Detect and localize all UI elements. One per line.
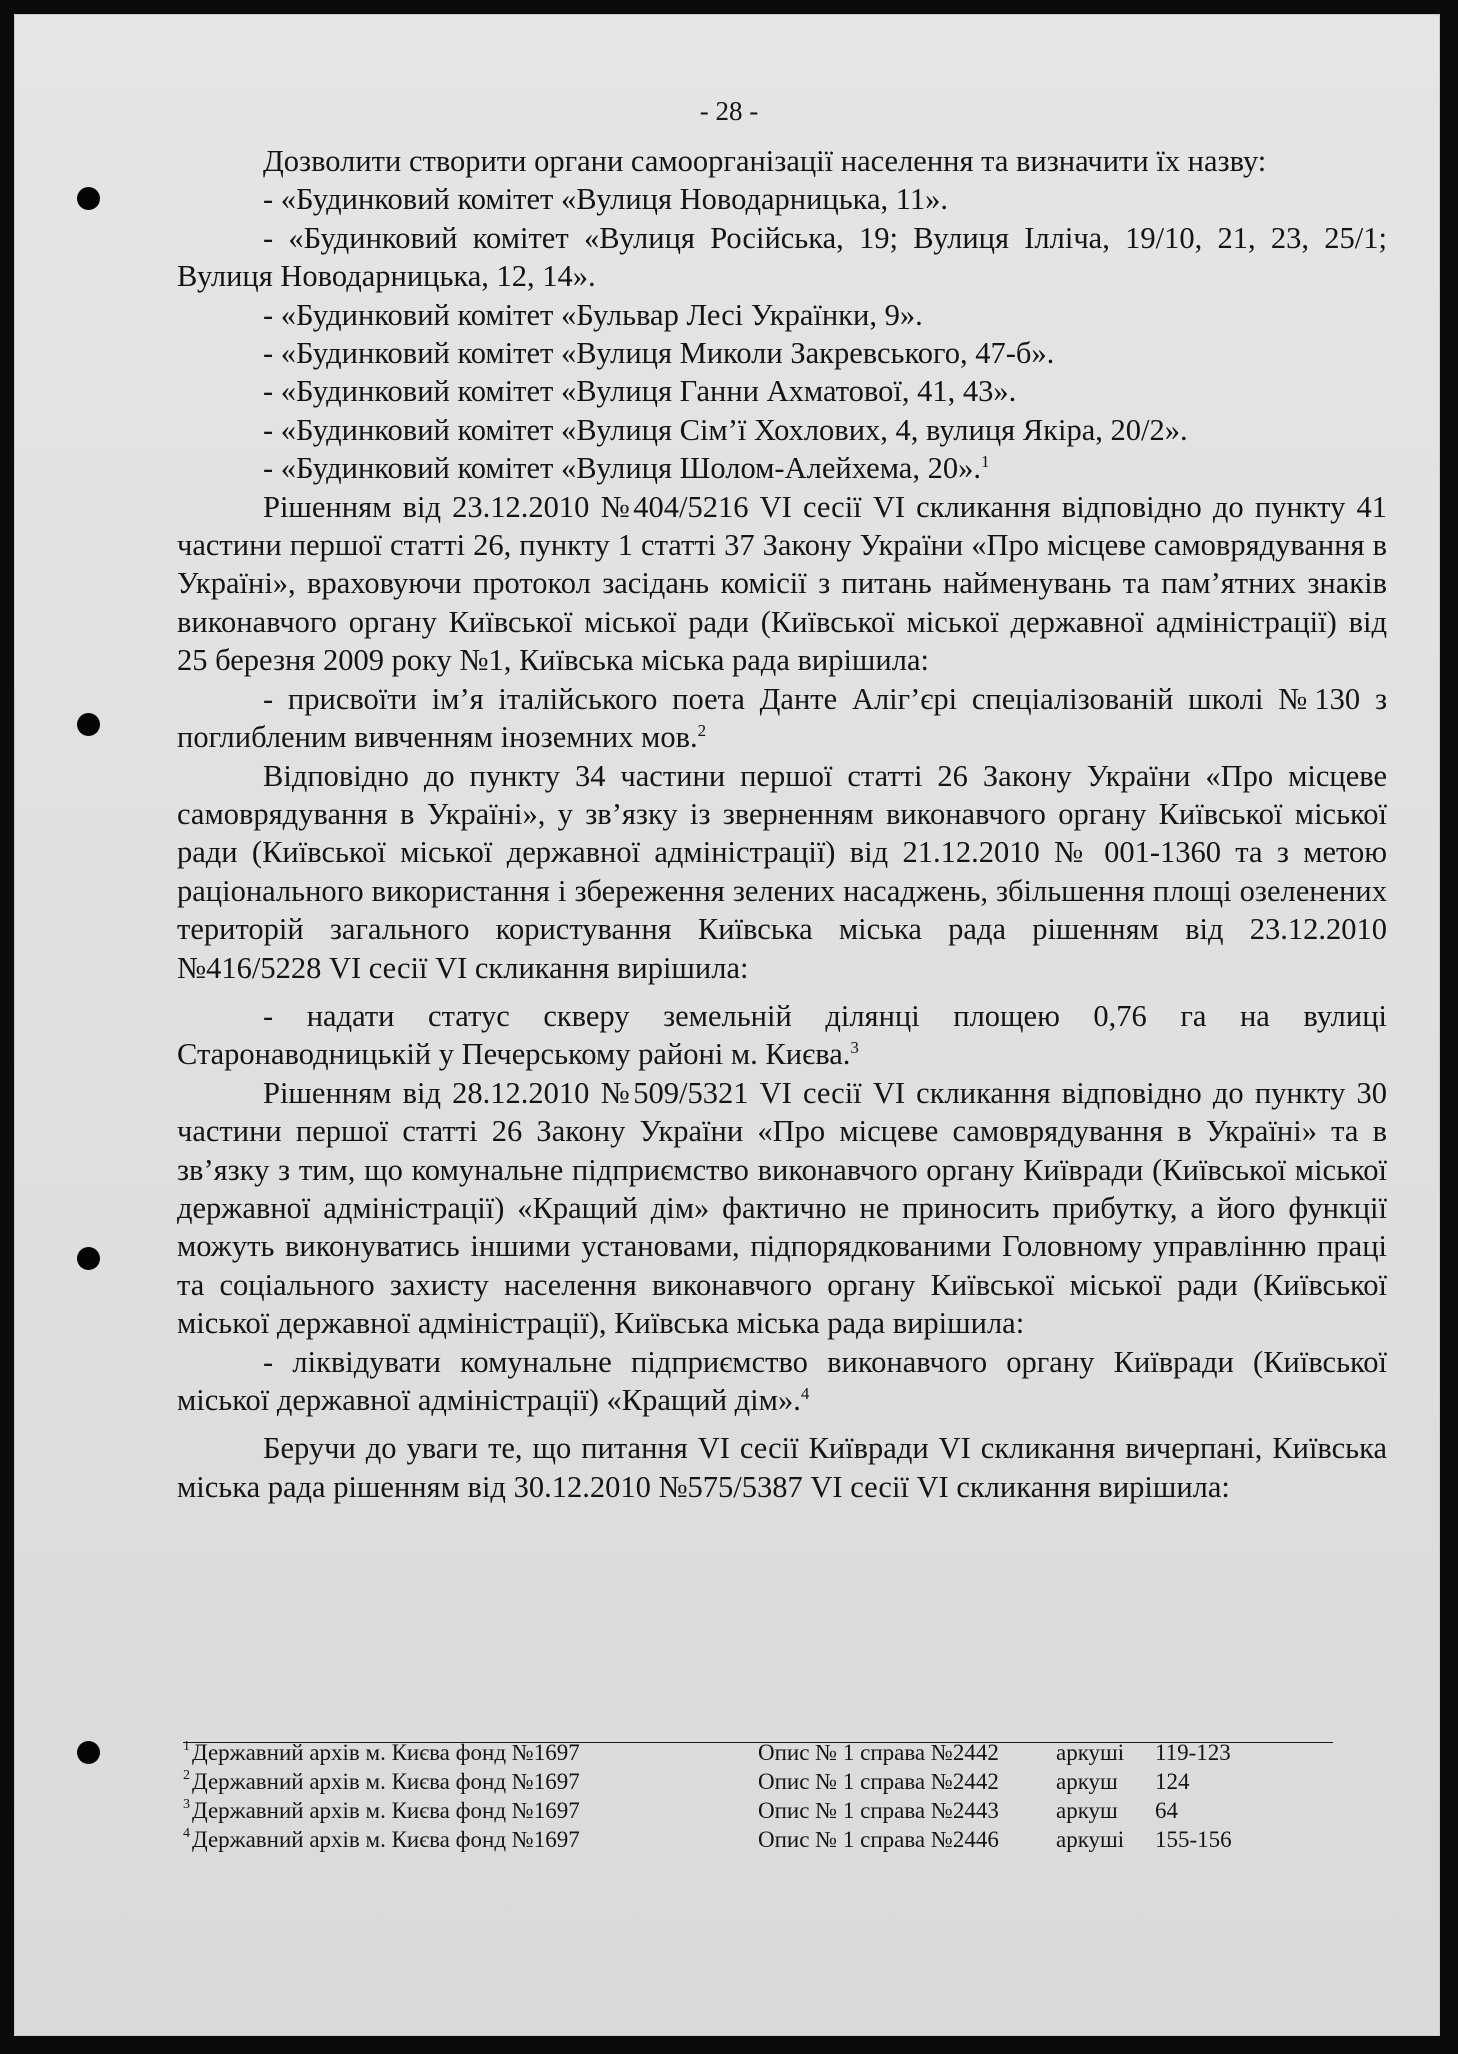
paragraph: Рішенням від 23.12.2010 №404/5216 VI сесії VI скликання відповідно до пункту 41 частини першої статті 26, пункту 1 статті 37 Закону України «Про місцеве самоврядування в Україні», враховуючи протокол засідань комісії з питань найменувань та пам’ятних знаків виконавчого органу Київської міської ради (Київської міської державної адміністрації) від 25 березня 2009 року №1, Київська міська рада вирішила:	[177, 489, 1387, 678]
footnote-source: Державний архів м. Києва фонд №1697	[192, 1827, 580, 1852]
footnote-number: 2	[183, 1768, 190, 1783]
footnote-ref: 3	[850, 1038, 859, 1058]
footnote-opis: Опис № 1 справа №2446	[758, 1827, 999, 1852]
footnote-pages: 124	[1155, 1769, 1190, 1794]
footnote-number: 4	[183, 1826, 190, 1841]
paragraph: Відповідно до пункту 34 частини першої статті 26 Закону України «Про місцеве самоврядування в Україні», у зв’язку із зверненням виконавчого органу Київської міської ради (Київської міської державної адміністрації) від 21.12.2010 № 001-1360 та з метою раціонального використання і збереження зелених насаджень, збільшення площі озеленених територій загального користування Київська міська рада рішенням від 23.12.2010 №416/5228 VI сесії VI скликання вирішила:	[177, 758, 1387, 985]
paragraph: - «Будинковий комітет «Вулиця Ганни Ахматової, 41, 43».	[263, 374, 1017, 409]
footnote-ark: аркуш	[1056, 1769, 1118, 1794]
paragraph: - «Будинковий комітет «Вулиця Миколи Закревського, 47-б».	[263, 336, 1055, 371]
paragraph: Беручи до уваги те, що питання VI сесії Київради VI скликання вичерпані, Київська міська рада рішенням від 30.12.2010 №575/5387 VI сесії VI скликання вирішила:	[177, 1431, 1387, 1504]
paragraph: - присвоїти ім’я італійського поета Данте Аліг’єрі спеціалізованій школі №130 з поглибленим вивченням іноземних мов.$^2$	[177, 681, 1387, 755]
footnote-opis: Опис № 1 справа №2442	[758, 1769, 999, 1794]
footnote-ark: аркуш	[1056, 1798, 1118, 1823]
footnote-source: Державний архів м. Києва фонд №1697	[192, 1740, 580, 1765]
page-number: - 28 -	[699, 96, 759, 126]
footnote-pages: 64	[1155, 1798, 1178, 1823]
paragraph: - «Будинковий комітет «Вулиця Сім’ї Хохлових, 4, вулиця Якіра, 20/2».	[263, 412, 1188, 447]
paragraph: Дозволити створити органи самоорганізації населення та визначити їх назву:	[263, 144, 1267, 178]
paragraph: - ліквідувати комунальне підприємство виконавчого органу Київради (Київської міської державної адміністрації) «Кращий дім».$^4$	[177, 1344, 1387, 1417]
paragraph: - «Будинковий комітет «Вулиця Новодарницька, 11».	[263, 182, 949, 217]
footnote-ref: 4	[800, 1383, 810, 1403]
footnote-number: 1	[183, 1739, 190, 1754]
document-body	[177, 142, 1387, 1506]
footnote-pages: 119-123	[1155, 1740, 1231, 1765]
footnote-ark: аркуші	[1056, 1740, 1125, 1765]
footnote	[183, 1767, 1343, 1797]
footnote	[183, 1825, 1343, 1855]
footnote-ark: аркуші	[1056, 1827, 1125, 1852]
footnote-pages: 155-156	[1155, 1827, 1232, 1852]
paragraph: - надати статус скверу земельній ділянці площею 0,76 га на вулиці Старонаводницькій у Печерському районі м. Києва.$^3$	[177, 998, 1387, 1072]
footnote	[183, 1796, 1343, 1826]
paragraph: Рішенням від 28.12.2010 №509/5321 VI сесії VI скликання відповідно до пункту 30 частини першої статті 26 Закону України «Про місцеве самоврядування в Україні» та в зв’язку з тим, що комунальне підприємство виконавчого органу Київради (Київської міської державної адміністрації) «Кращий дім» фактично не приносить прибутку, а його функції можуть виконуватись іншими установами, підпорядкованими Головному управлінню праці та соціального захисту населення виконавчого органу Київської міської ради (Київської міської державної адміністрації), Київська міська рада вирішила:	[177, 1075, 1387, 1341]
footnote-ref: 2	[697, 720, 707, 740]
paragraph: - «Будинковий комітет «Бульвар Лесі Українки, 9».	[263, 297, 923, 332]
footnote-source: Державний архів м. Києва фонд №1697	[192, 1769, 580, 1794]
paragraph: - «Будинковий комітет «Вулиця Російська, 19; Вулиця Ілліча, 19/10, 21, 23, 25/1; Вулиця Новодарницька, 12, 14».	[177, 220, 1387, 294]
punch-hole	[77, 1741, 100, 1764]
footnote-opis: Опис № 1 справа №2442	[758, 1740, 999, 1765]
paragraph: - «Будинковий комітет «Вулиця Шолом-Алейхема, 20».$^1$	[263, 451, 990, 486]
punch-hole	[77, 713, 100, 736]
footnote-source: Державний архів м. Києва фонд №1697	[192, 1798, 580, 1823]
footnote-opis: Опис № 1 справа №2443	[758, 1798, 999, 1823]
footnote-number: 3	[183, 1797, 190, 1812]
footnote-ref: 1	[980, 452, 990, 472]
punch-hole	[77, 187, 100, 210]
footnote	[183, 1738, 1343, 1768]
punch-hole	[77, 1247, 100, 1270]
